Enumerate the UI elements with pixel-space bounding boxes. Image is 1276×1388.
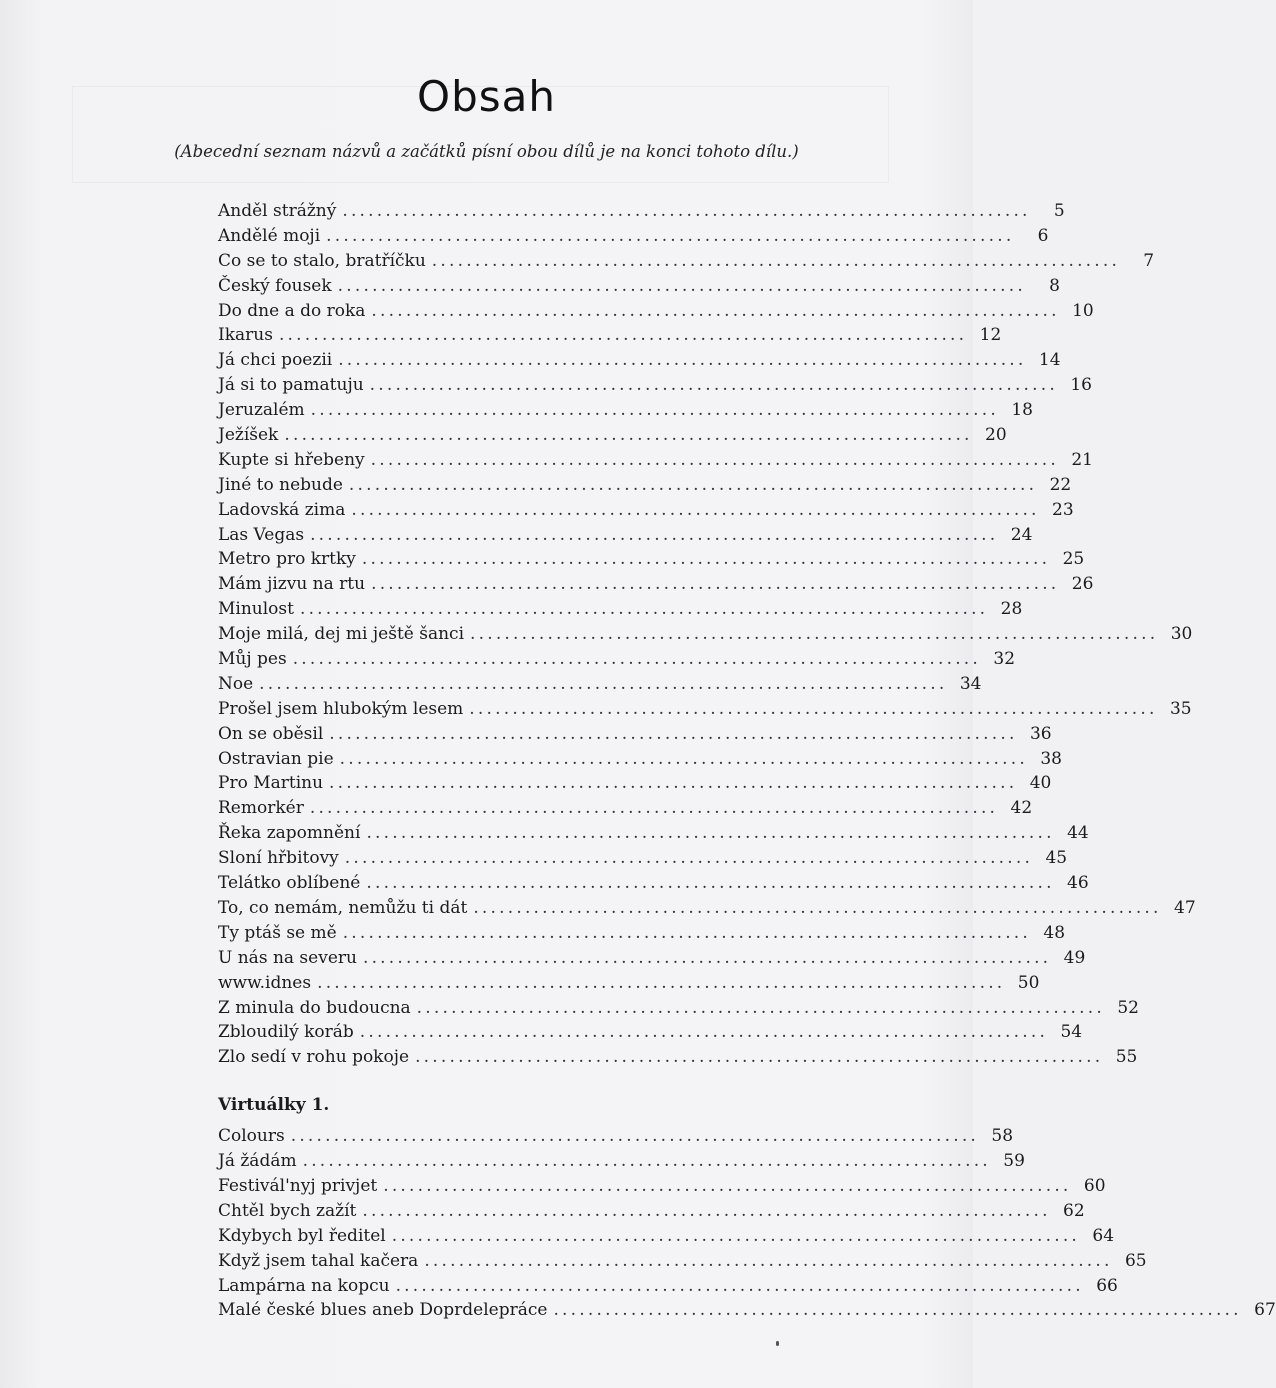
toc-leader-dots: ................................................................................ [473,897,1162,918]
toc-leader-dots: ................................................................................ [366,823,1055,844]
toc-entry-page: 20 [985,425,1007,446]
toc-section-list [218,1126,1276,1325]
toc-leader-dots: ................................................................................ [371,300,1060,321]
toc-entry-page: 35 [1169,698,1192,719]
toc-entry-page: 55 [1115,1047,1138,1068]
toc-entry [218,1200,1085,1226]
toc-leader-dots: ................................................................................ [362,1200,1051,1221]
toc-entry [218,1175,1106,1201]
toc-entry-title: Ježíšek [218,425,279,446]
toc-leader-dots: ................................................................................ [337,275,1026,296]
toc-leader-dots: ................................................................................ [359,1022,1049,1043]
toc-leader-dots: ................................................................................ [309,798,999,819]
toc-entry [218,897,1196,923]
toc-entry-title: Festivál'nyj privjet [218,1175,378,1196]
toc-entry-page: 32 [993,649,1016,670]
toc-entry [218,250,1155,276]
toc-leader-dots: ................................................................................ [317,972,1006,993]
toc-leader-dots: ................................................................................ [371,574,1060,595]
toc-entry-page: 10 [1072,300,1094,321]
toc-entry [218,723,1052,749]
toc-entry-page: 42 [1010,798,1033,819]
toc-leader-dots: ................................................................................ [369,375,1058,396]
toc-entry-page: 25 [1062,549,1085,570]
toc-leader-dots: ................................................................................ [348,474,1038,495]
toc-entry-page: 18 [1011,400,1033,421]
toc-leader-dots: ................................................................................ [329,723,1018,744]
toc-entry-title: Můj pes [218,649,287,670]
toc-entry-page: 54 [1060,1022,1083,1043]
toc-entry-title: Řeka zapomnění [218,823,361,844]
page-title: Obsah [417,72,556,121]
toc-entry-title: Zlo sedí v rohu pokoje [218,1047,410,1068]
toc-leader-dots: ................................................................................ [259,673,948,694]
toc-leader-dots: ................................................................................ [342,922,1032,943]
toc-entry-page: 26 [1071,574,1094,595]
toc-entry [218,1047,1138,1072]
toc-entry [218,698,1192,724]
toc-entry-page: 50 [1017,972,1040,993]
toc-entry-title: Ladovská zima [218,499,346,520]
toc-entry-page: 52 [1117,997,1139,1018]
toc-leader-dots: ................................................................................ [370,449,1059,470]
toc-entry-page: 6 [1037,225,1049,246]
toc-entry-title: Jeruzalém [218,400,305,421]
toc-entry-title: Malé české blues aneb Doprdelepráce [218,1300,548,1321]
toc-leader-dots: ................................................................................ [310,524,999,545]
toc-entry [218,1300,1276,1325]
toc-entry-page: 36 [1029,723,1052,744]
toc-leader-dots: ................................................................................ [366,873,1055,894]
toc-entry-page: 47 [1174,897,1196,918]
toc-entry-page: 58 [991,1126,1014,1147]
toc-entry-page: 60 [1083,1175,1106,1196]
toc-leader-dots: ................................................................................ [469,698,1158,719]
index-note: (Abecední seznam názvů a začátků písní obou dílů je na konci tohoto dílu.) [174,142,799,161]
toc-entry [218,375,1092,400]
toc-entry-title: U nás na severu [218,947,357,968]
toc-entry-page: 49 [1063,947,1086,968]
toc-leader-dots: ................................................................................ [299,599,989,620]
toc-entry [218,823,1089,848]
toc-entry-page: 62 [1063,1200,1085,1221]
toc-entry-title: To, co nemám, nemůžu ti dát [218,897,468,918]
toc-leader-dots: ................................................................................ [342,201,1031,221]
print-speck [776,1341,779,1346]
toc-entry-page: 66 [1096,1275,1118,1296]
toc-entry-title: Co se to stalo, bratříčku [218,250,426,271]
toc-entry-title: Kupte si hřebeny [218,449,365,470]
toc-entry-title: On se oběsil [218,723,324,744]
toc-entry-title: www.idnes [218,972,312,993]
toc-entry [218,798,1033,823]
toc-entry-page: 38 [1040,748,1062,769]
toc-entry [218,549,1085,574]
toc-entry [218,873,1089,898]
toc-entry-title: Minulost [218,599,294,620]
toc-entry-page: 22 [1049,474,1072,495]
toc-entry-page: 30 [1170,624,1193,645]
toc-entry-title: Anděl strážný [218,201,337,221]
toc-entry [218,225,1049,251]
toc-entry-title: Já žádám [218,1151,297,1172]
toc-entry-title: Když jsem tahal kačera [218,1250,419,1271]
toc-entry [218,425,1007,450]
toc-entry-title: Ty ptáš se mě [218,922,337,943]
toc-leader-dots: ................................................................................ [310,400,999,421]
toc-leader-dots: ................................................................................ [278,325,968,346]
toc-leader-dots: ................................................................................ [395,1275,1084,1296]
toc-leader-dots: ................................................................................ [344,848,1034,869]
toc-entry-title: Noe [218,673,254,694]
toc-entry-title: Prošel jsem hlubokým lesem [218,698,464,719]
toc-entry-title: Ikarus [218,325,273,346]
toc-entry-page: 67 [1254,1300,1276,1321]
toc-entry-title: Andělé moji [218,225,321,246]
toc-entry [218,1250,1147,1276]
toc-entry-title: Český fousek [218,275,332,296]
toc-entry [218,773,1052,798]
toc-entry [218,1275,1118,1301]
toc-entry-title: Ostravian pie [218,748,334,769]
toc-entry [218,947,1086,973]
toc-entry [218,574,1094,599]
toc-entry [218,449,1093,475]
toc-entry-page: 48 [1043,922,1066,943]
toc-entry-page: 34 [959,673,982,694]
toc-entry [218,474,1072,500]
section-spacer [218,1072,733,1093]
toc-entry-title: Zbloudilý koráb [218,1022,354,1043]
toc-leader-dots: ................................................................................ [326,225,1015,246]
toc-entry [218,400,1033,425]
toc-entry [218,748,1062,774]
toc-entry-title: Kdybych byl ředitel [218,1225,386,1246]
toc-entry [218,848,1068,873]
section-heading: Virtuálky 1. [218,1095,330,1116]
toc-entry-page: 28 [1000,599,1023,620]
toc-leader-dots: ................................................................................ [431,250,1121,271]
toc-entry [218,624,1193,649]
toc-entry-title: Lampárna na kopcu [218,1275,390,1296]
toc-entry [218,350,1061,375]
toc-entry [218,300,1094,326]
toc-leader-dots: ................................................................................ [383,1175,1072,1196]
toc-entry-page: 46 [1067,873,1089,894]
toc-entry-title: Remorkér [218,798,304,819]
toc-entry-page: 12 [979,325,1002,346]
toc-entry-title: Moje milá, dej mi ještě šanci [218,624,465,645]
toc-entry [218,325,1002,350]
toc-leader-dots: ................................................................................ [290,1126,980,1147]
toc-entry-page: 7 [1143,250,1155,271]
toc-entry-page: 45 [1045,848,1068,869]
toc-leader-dots: ................................................................................ [362,947,1052,968]
toc-entry-title: Chtěl bych zažít [218,1200,357,1221]
toc-entry-title: Do dne a do roka [218,300,366,321]
toc-leader-dots: ................................................................................ [553,1300,1242,1321]
toc-entry-title: Jiné to nebude [218,474,343,495]
toc-entry-page: 5 [1053,201,1065,221]
toc-entry [218,275,1060,301]
toc-entry [218,499,1074,525]
toc-entry-title: Sloní hřbitovy [218,848,339,869]
toc-entry [218,922,1066,948]
toc-entry-title: Z minula do budoucna [218,997,411,1018]
toc-entry [218,524,1033,550]
toc-leader-dots: ................................................................................ [302,1151,991,1172]
toc-entry-title: Las Vegas [218,524,305,545]
toc-entry-page: 23 [1052,499,1074,520]
toc-entry [218,201,1065,226]
toc-entry-page: 24 [1010,524,1033,545]
toc-leader-dots: ................................................................................ [339,748,1028,769]
toc-entry [218,972,1040,998]
toc-entry-title: Já si to pamatuju [218,375,364,396]
toc-entry-page: 16 [1070,375,1092,396]
toc-leader-dots: ................................................................................ [391,1225,1081,1246]
toc-entry [218,649,1016,674]
toc-entry [218,599,1023,624]
toc-entry-title: Mám jizvu na rtu [218,574,366,595]
toc-leader-dots: ................................................................................ [338,350,1027,371]
toc-leader-dots: ................................................................................ [424,1250,1113,1271]
toc-leader-dots: ................................................................................ [415,1047,1104,1068]
toc-entry [218,1126,1014,1151]
toc-leader-dots: ................................................................................ [351,499,1040,520]
toc-entry-page: 65 [1124,1250,1147,1271]
toc-entry-title: Já chci poezii [218,350,333,371]
toc-entry-title: Metro pro krtky [218,549,356,570]
toc-entry-page: 64 [1092,1225,1115,1246]
toc-leader-dots: ................................................................................ [416,997,1105,1018]
toc-entry-title: Pro Martinu [218,773,324,794]
toc-entry-page: 21 [1071,449,1093,470]
toc-leader-dots: ................................................................................ [292,649,982,670]
toc-leader-dots: ................................................................................ [470,624,1159,645]
toc-entry-page: 8 [1049,275,1060,296]
toc-leader-dots: ................................................................................ [361,549,1051,570]
toc-main-list [218,201,1196,1072]
toc-entry-page: 40 [1029,773,1052,794]
toc-entry-title: Telátko oblíbené [218,873,361,894]
toc-leader-dots: ................................................................................ [329,773,1018,794]
toc-leader-dots: ................................................................................ [284,425,973,446]
toc-entry [218,673,982,699]
toc-entry [218,1022,1083,1047]
toc-entry-title: Colours [218,1126,285,1147]
toc-entry [218,1151,1025,1176]
toc-entry-page: 59 [1003,1151,1025,1172]
toc-entry [218,1225,1115,1251]
toc-entry [218,997,1139,1023]
toc-entry-page: 14 [1038,350,1061,371]
toc-entry-page: 44 [1067,823,1089,844]
table-of-contents [218,201,1276,1325]
